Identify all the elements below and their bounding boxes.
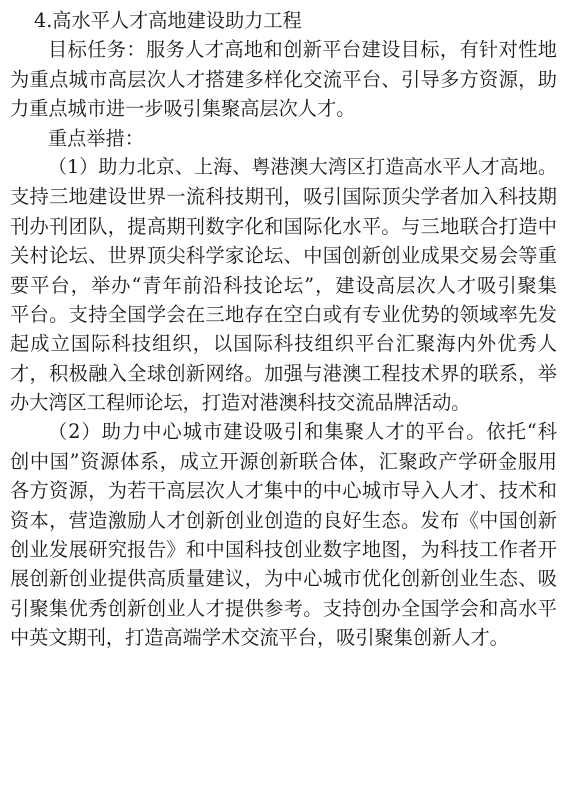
text-line: 支持三地建设世界一流科技期刊，吸引国际顶尖学者加入科技期 — [10, 185, 557, 209]
document-body — [10, 35, 557, 652]
text-line: 重点举措： — [48, 126, 144, 150]
text-line: 才，积极融入全球创新网络。加强与港澳工程技术界的联系，举 — [10, 361, 557, 385]
section-heading: 4.高水平人才高地建设助力工程 — [34, 9, 302, 32]
text-line: （1）助力北京、上海、粤港澳大湾区打造高水平人才高地。 — [48, 155, 557, 178]
text-line: 创业发展研究报告》和中国科技创业数字地图，为科技工作者开 — [10, 538, 557, 562]
text-line: 目标任务：服务人才高地和创新平台建设目标，有针对性地 — [48, 38, 557, 62]
text-line: 刊办刊团队，提高期刊数字化和国际化水平。与三地联合打造中 — [10, 214, 557, 238]
text-line: 创中国”资源体系，成立开源创新联合体，汇聚政产学研金服用 — [10, 449, 557, 473]
text-line: 资本，营造激励人才创新创业创造的良好生态。发布《中国创新 — [10, 508, 557, 532]
text-line: 展创新创业提供高质量建议，为中心城市优化创新创业生态、吸 — [10, 567, 557, 591]
text-line: 关村论坛、世界顶尖科学家论坛、中国创新创业成果交易会等重 — [10, 244, 557, 268]
text-line: （2）助力中心城市建设吸引和集聚人才的平台。依托“科 — [48, 420, 557, 444]
text-line: 要平台，举办“青年前沿科技论坛”，建设高层次人才吸引聚集 — [10, 273, 557, 297]
text-line: 为重点城市高层次人才搭建多样化交流平台、引导多方资源，助 — [10, 67, 557, 91]
text-line: 各方资源，为若干高层次人才集中的中心城市导入人才、技术和 — [10, 479, 557, 503]
text-line: 引聚集优秀创新创业人才提供参考。支持创办全国学会和高水平 — [10, 596, 557, 620]
text-line: 平台。支持全国学会在三地存在空白或有专业优势的领域率先发 — [10, 302, 557, 326]
document-page — [10, 6, 557, 653]
text-line: 中英文期刊，打造高端学术交流平台，吸引聚集创新人才。 — [10, 626, 509, 650]
text-line: 起成立国际科技组织，以国际科技组织平台汇聚海内外优秀人 — [10, 332, 557, 356]
text-line: 力重点城市进一步吸引集聚高层次人才。 — [10, 97, 356, 121]
text-line: 办大湾区工程师论坛，打造对港澳科技交流品牌活动。 — [10, 391, 471, 415]
